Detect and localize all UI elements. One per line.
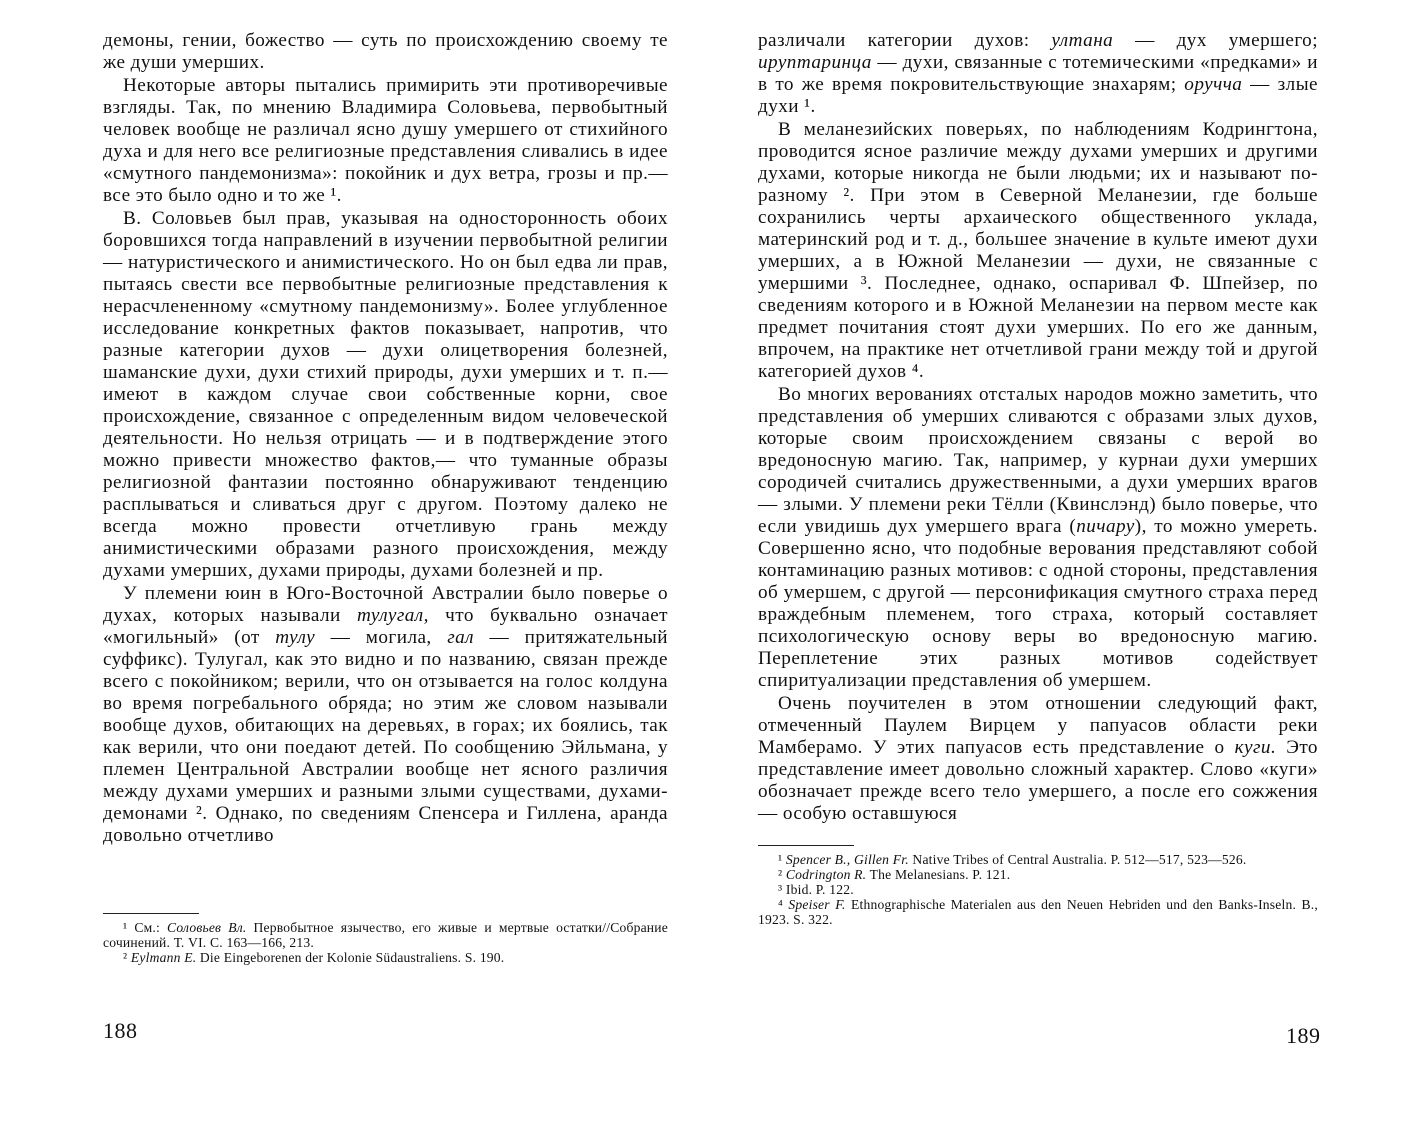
footnote-divider <box>758 845 854 846</box>
term-italic: пичару <box>1076 516 1135 537</box>
text-run: The Melanesians. P. 121. <box>866 867 1011 882</box>
term-italic: куги. <box>1234 737 1277 758</box>
footnote <box>758 867 1318 882</box>
text-run: что буквально означает «могильный» (от <box>103 605 668 648</box>
term-italic: гал <box>447 627 474 648</box>
left-page-body <box>103 30 668 847</box>
footnotes <box>103 920 668 965</box>
term-italic: ируптаринца <box>758 52 872 73</box>
footnote-author: Соловьев Вл. <box>167 920 247 935</box>
footnote-author: Speiser F. <box>788 897 846 912</box>
text-run: — могила, <box>315 627 448 648</box>
left-page <box>103 30 668 965</box>
footnote-author: Codrington R. <box>785 867 867 882</box>
text-run: — духи, связанные с тотемическими «предками» и в то же время покровительствующие знахарям; <box>758 52 1318 95</box>
term-italic: тулугал, <box>357 605 429 626</box>
text-run: — злые духи ¹. <box>758 74 1318 117</box>
footnote-divider <box>103 913 199 914</box>
text-run: Die Eingeborenen der Kolonie Südaustraliens. S. 190. <box>196 950 505 965</box>
term-italic: ултана <box>1051 30 1114 51</box>
footnote-author: Spencer B., Gillen Fr. <box>785 852 909 867</box>
text-run: ), то можно умереть. Совершенно ясно, что подобные верования представляют собой контаминацию разных мотивов: с одной стороны, представления об умершем, с другой — персонификация смутного страха перед враждебным племенем, того страха, который составляет психологическую основу веры во вредоносную магию. Переплетение этих разных мотивов содействует спиритуализации представления об умершем. <box>758 516 1318 691</box>
paragraph <box>758 30 1318 118</box>
paragraph: В меланезийских поверьях, по наблюдениям Кодрингтона, проводится ясное различие между духами умерших и другими духами, которые никогда не были людьми; их и называют по-разному ². При этом в Северной Меланезии, где больше сохранились черты архаического общественного уклада, материнский род и т. д., большее значение в культе имеют духи умерших, а в Южной Меланезии — духи, не связанные с умершими ³. Последнее, однако, оспаривал Ф. Шпейзер, по сведениям которого и в Южной Меланезии на первом месте как предмет почитания стоят духи умерших. По его же данным, впрочем, на практике нет отчетливой грани между той и другой категорией духов ⁴. <box>758 119 1318 382</box>
text-run: Во многих верованиях отсталых народов можно заметить, что представления об умерших сливаются с образами злых духов, которые своим происхождением связаны с верой во вредоносную магию. Так, например, у курнаи духи умерших сородичей считались дружественными, а духи умерших врагов — злыми. У племени реки Тёлли (Квинслэнд) было поверье, что если увидишь дух умершего врага ( <box>758 384 1318 537</box>
footnote <box>758 852 1318 867</box>
footnote <box>758 897 1318 927</box>
text-run: — дух умершего; <box>1113 30 1318 51</box>
text-run: У племени юин в Юго-Восточной Австралии было поверье о духах, которых называли <box>103 583 668 626</box>
text-run: Это представление имеет довольно сложный характер. Слово «куги» обозначает прежде всего тело умершего, а после его сожжения — особую оставшуюся <box>758 737 1318 824</box>
footnote-author: Eylmann E. <box>130 950 197 965</box>
text-run: ¹ <box>778 852 786 867</box>
right-page <box>758 30 1318 927</box>
right-page-body <box>758 30 1318 825</box>
paragraph <box>103 583 668 847</box>
text-run: различали категории духов: <box>758 30 1052 51</box>
text-run: Ethnographische Materialen aus den Neuen Hebriden und den Banks-Inseln. B., 1923. S. 322. <box>758 897 1318 927</box>
term-italic: оручча <box>1184 74 1243 95</box>
text-run: Native Tribes of Central Australia. P. 512—517, 523—526. <box>908 852 1247 867</box>
text-run: ² <box>123 950 131 965</box>
term-italic: тулу <box>275 627 316 648</box>
footnotes <box>758 852 1318 927</box>
footnote <box>103 920 668 950</box>
paragraph <box>758 384 1318 692</box>
text-run: ⁴ <box>778 897 789 912</box>
footnote: ³ Ibid. P. 122. <box>778 882 854 897</box>
page-number: 188 <box>103 1018 138 1043</box>
paragraph: В. Соловьев был прав, указывая на односторонность обоих боровшихся тогда направлений в изучении первобытной религии — натуристического и анимистического. Но он был едва ли прав, пытаясь свести все первобытные религиозные представления к нерасчлененному «смутному пандемонизму». Более углубленное исследование конкретных фактов показывает, напротив, что разные категории духов — духи олицетворения болезней, шаманские духи, духи стихий природы, духи умерших и т. п.— имеют в каждом случае свои собственные корни, свое происхождение, связанное с определенным видом человеческой деятельности. Но нельзя отрицать — и в подтверждение этого можно привести множество фактов,— что туманные образы религиозной фантазии постоянно обнаруживают тенденцию расплываться и сливаться друг с другом. Поэтому далеко не всегда можно провести отчетливую грань между анимистическими образами разного происхождения, между духами умерших, духами природы, духами болезней и пр. <box>103 208 668 581</box>
text-run: ² <box>778 867 786 882</box>
text-run: Первобытное язычество, его живые и мертвые остатки//Собрание сочинений. Т. VI. С. 163—166, 213. <box>103 920 668 950</box>
paragraph: Некоторые авторы пытались примирить эти противоречивые взгляды. Так, по мнению Владимира Соловьева, первобытный человек вообще не различал ясно душу умершего от стихийного духа и для него все религиозные представления сливались в идее «смутного пандемонизма»: покойник и дух ветра, грозы и пр.— все это было одно и то же ¹. <box>103 75 668 206</box>
text-run: — притяжательный суффикс). Тулугал, как это видно и по названию, связан прежде всего с покойником; верили, что он отзывается на голос колдуна во время погребального обряда; но этим же словом называли вообще духов, обитающих на деревьях, в горах; их боялись, так как верили, что они поедают детей. По сообщению Эйльмана, у племен Центральной Австралии вообще нет ясного различия между духами умерших и разными злыми существами, духами-демонами ². Однако, по сведениям Спенсера и Гиллена, аранда довольно отчетливо <box>103 627 668 846</box>
footnote <box>103 950 668 965</box>
text-run: Очень поучителен в этом отношении следующий факт, отмеченный Паулем Вирцем у папуасов области реки Мамберамо. У этих папуасов есть представление о <box>758 693 1318 758</box>
text-run: ¹ См.: <box>123 920 168 935</box>
page-number: 189 <box>1286 1023 1321 1048</box>
paragraph <box>758 693 1318 825</box>
paragraph: демоны, гении, божество — суть по происхождению своему те же души умерших. <box>103 30 668 73</box>
